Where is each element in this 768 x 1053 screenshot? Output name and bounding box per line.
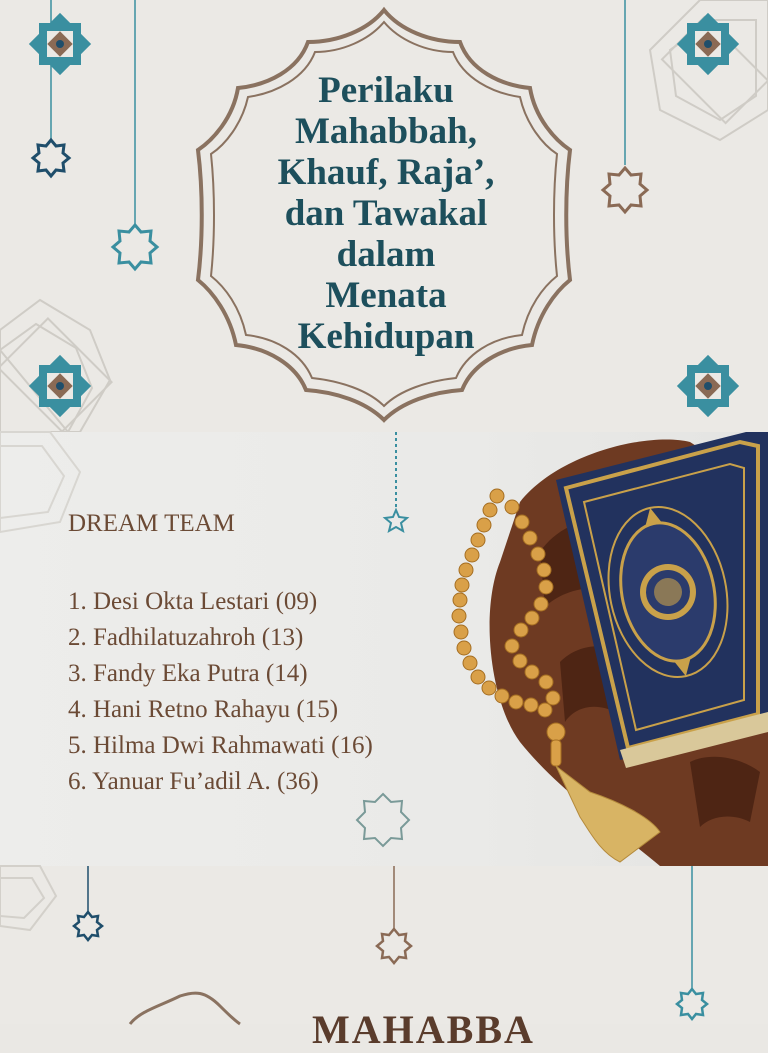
hanging-star-icon (377, 929, 411, 963)
title-line: Mahabbah, (295, 111, 477, 152)
islamic-tile-ornament-icon (677, 13, 739, 75)
team-member-item: 6. Yanuar Fu’adil A. (36) (68, 768, 319, 795)
islamic-tile-ornament-icon (29, 13, 91, 75)
faint-star-outline-icon (357, 794, 409, 846)
hanging-star-icon (385, 432, 407, 531)
title-line: Kehidupan (297, 316, 475, 357)
hanging-strings (88, 866, 692, 988)
team-heading: DREAM TEAM (68, 510, 235, 537)
title-slide (0, 0, 768, 432)
geometric-line-pattern-left (0, 866, 56, 930)
section-slide-partial (0, 866, 768, 1052)
team-member-item: 2. Fadhilatuzahroh (13) (68, 624, 304, 651)
hanging-star-icon (603, 168, 647, 212)
section-title: MAHABBA (312, 1007, 535, 1052)
title-line: Perilaku (318, 70, 454, 111)
team-member-item: 1. Desi Okta Lestari (09) (68, 588, 318, 615)
title-line: dalam (336, 234, 436, 275)
section-slide-ornaments (0, 866, 768, 1024)
team-member-item: 4. Hani Retno Rahayu (15) (68, 696, 339, 723)
islamic-tile-ornament-icon (677, 355, 739, 417)
team-slide (0, 432, 768, 866)
team-member-list (68, 584, 428, 800)
ornamental-frame-top (130, 993, 240, 1024)
title-line: Khauf, Raja’, (277, 152, 495, 193)
title-line: dan Tawakal (284, 193, 488, 234)
hanging-star-icon (74, 912, 102, 940)
team-member-item: 3. Fandy Eka Putra (14) (68, 660, 308, 687)
team-member-item: 5. Hilma Dwi Rahmawati (16) (68, 732, 373, 759)
hanging-star-icon (677, 989, 707, 1019)
hanging-star-icon (113, 225, 157, 269)
presentation-title (236, 70, 536, 357)
title-line: Menata (325, 275, 447, 316)
hanging-star-icon (33, 140, 69, 176)
